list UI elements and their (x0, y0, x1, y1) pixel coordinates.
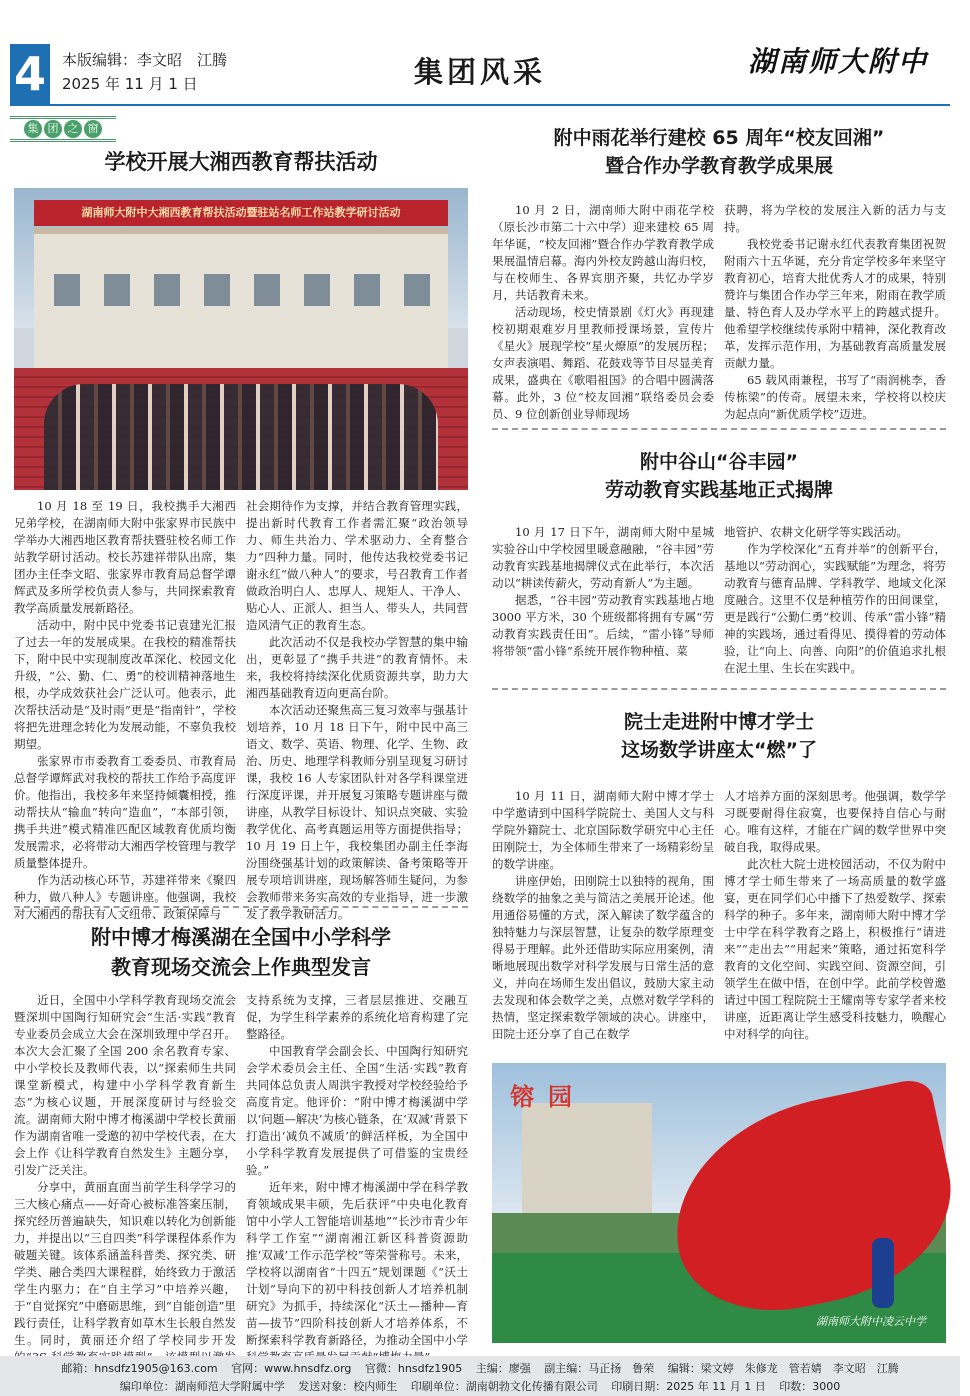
footer-publisher: 编印单位：湖南师范大学附属中学 (119, 1380, 285, 1393)
article3-col2 (724, 524, 946, 675)
photo-window (54, 274, 80, 306)
article5-col2 (246, 992, 468, 1348)
paragraph: 讲座伊始，田刚院士以独特的视角，围绕数学的抽象之美与简洁之美展开论述。他用通俗易懂的方式，深入解读了数学蕴含的独特魅力与深层智慧，让复杂的数学原理变得易于理解。此外还借助实际应用案例，清晰地展现出数学对科学发展与日常生活的意义，并向在场师生发出倡议，鼓励大家主动去发现和体会数学之美，点燃对数学学科的热情，坚定探索数学领域的决心。讲座中，田院士还分享了自己在数学 (492, 874, 714, 1041)
headline-line: 附中雨花举行建校 65 周年“校友回湘” (553, 127, 885, 149)
headline-line: 劳动教育实践基地正式揭牌 (604, 479, 833, 501)
masthead-rule (10, 104, 950, 106)
footer-audience: 发送对象：校内师生 (298, 1380, 398, 1393)
headline-line: 这场数学讲座太“燃”了 (621, 739, 817, 761)
photo-column-title: 镕园 (510, 1083, 586, 1111)
footer-chief-editor: 主编：廖强 (475, 1362, 531, 1375)
issue-date: 2025 年 11 月 1 日 (62, 75, 198, 93)
photo-window (204, 274, 230, 306)
photo-window (304, 274, 330, 306)
article5-headline (14, 922, 468, 982)
garden-photo (492, 1063, 946, 1343)
paragraph: 活动中，附中民中党委书记袁建光汇报了过去一年的发展成果。在我校的精准帮扶下，附中民中实现制度改革深化、校园文化升级，“公、勤、仁、勇”的校训精神落地生根，办学成效获社会广泛认可。他表示，此次帮扶活动是“及时雨”更是“指南针”，学校将把先进理念转化为发展动能，不辜负我校期望。 (14, 618, 236, 751)
column-badge (10, 116, 116, 142)
headline-line: 附中博才梅溪湖在全国中小学科学 (91, 925, 391, 949)
paragraph: 近年来，附中博才梅溪湖中学在科学教育领域成果丰硕，先后获评“中央电化教育馆中小学人工智能培训基地”“长沙市青少年科学工作室”“湖南湘江新区科普资源助推‘双减’工作示范学校”等荣誉称号。未来，学校将以湖南省“十四五”规划课题《“沃土计划”导向下的初中科技创新人才培养机制研究》为抓手，持续深化“沃土—播种—育苗—拔节”四阶科技创新人才培养体系，不断探索科学教育新路径，为推动全国中小学 (246, 1180, 468, 1347)
paragraph: 此次杜大院士进校园活动，不仅为附中博才学士师生带来了一场高质量的数学盛宴，更在同学们心中播下了热爱数学、探索科学的种子。多年来，湖南师大附中博才学士中学在科学教育之路上，积极推行“请进来”“走出去”“用起来”策略，通过拓宽科学教育的文化空间、实践空间、资源空间，引领学生在做中悟，在创中学。此前学校曾邀请过中国工程院院士王耀南等专家学者来校讲座，近距离让学生感受科技魅力，唤醒心中对科学的向往。 (724, 857, 946, 1041)
editor-line: 本版编辑：李文昭 江腾 (62, 51, 228, 69)
paragraph: 10 月 17 日下午，湖南师大附中星城实验谷山中学校园里暖意融融，“谷丰园”劳动教育实践基地揭牌仪式在此举行，本次活动以“耕读传薪火，劳动育新人”为主题。 (492, 525, 714, 590)
article1-col2 (246, 498, 468, 921)
article3-headline (492, 448, 946, 504)
paragraph: 人才培养方面的深刻思考。他强调，数学学习既要耐得住寂寞，也要保持自信心与耐心。唯有这样，才能在广阔的数学世界中突破自我，取得成果。 (724, 789, 946, 854)
paragraph: 张家界市市委教育工委委员、市教育局总督学谭辉武对我校的帮扶工作给予高度评价。他指出，我校多年来坚持倾囊相授，推动帮扶从“输血”转向“造血”，“本部引领，携手共进”模式精准匹配区域教育优质均衡发展需求，必将带动大湘西学校管理与教学质量整体提升。 (14, 754, 236, 870)
paragraph: 此次活动不仅是我校办学智慧的集中输出，更彰显了“携手共进”的教育情怀。未来，我校将持续深化优质资源共享，助力大湘西基础教育迈向更高台阶。 (246, 635, 468, 700)
badge-char: 团 (44, 120, 62, 138)
photo-window (154, 274, 180, 306)
badge-char: 之 (64, 120, 82, 138)
paragraph: 中国教育学会副会长、中国陶行知研究会学术委员会主任、全国“生活·实践”教育共同体总负责人周洪宇教授对学校经验给予高度肯定。他评价：“附中博才梅溪湖中学以‘问题—解决’为核心链条，在‘双减’背景下打造出‘减负不减质’的鲜活样板，为全国中小学科学教育发展提供了可借鉴的宝贵经验。” (246, 1044, 468, 1177)
badge-char: 窗 (84, 120, 102, 138)
footer-line-1 (0, 1360, 960, 1376)
paragraph: 社会期待作为支撑，并结合教育管理实践，提出新时代教育工作者需汇聚“政治领导力、师生共治力、学术驱动力、全育整合力”四种力量。同时，他传达我校党委书记谢永红“做八种人”的要求，号召教育工作者做政治明白人、忠厚人、规矩人、干净人、贴心人、正派人、担当人、带头人，共同营造风清气正的教育生态。 (246, 499, 468, 632)
footer-line-2 (0, 1378, 960, 1394)
photo-group (44, 384, 438, 490)
article4-col2 (724, 788, 946, 1050)
paragraph: 作为学校深化“五育并举”的创新平台，基地以“劳动润心，实践赋能”为理念，将劳动教育与德育品牌、学科教学、地域文化深度融合。这里不仅是种植劳作的田间课堂，更是践行“公勤仁勇”校训、传承“雷小锋”精神的实践场，通过看得见、摸得着的劳动体验，让“向上、向善、向阳”的价值追求扎根在泥土里、生长在实践中。 (724, 542, 946, 675)
paragraph: 作为活动核心环节，苏建祥带来《聚四种力，做八种人》专题讲座。他强调，我校对大湘西的帮扶有人文纽带、政策保障与 (14, 873, 236, 921)
section-title: 集团风采 (413, 55, 546, 89)
divider (492, 428, 946, 430)
footer-printer: 印刷单位：湖南朝勃文化传播有限公司 (410, 1380, 598, 1393)
footer-website[interactable]: 官网：www.hnsdfz.org (231, 1362, 352, 1375)
photo-caption: 湖南师大附中凌云中学 (816, 1315, 926, 1328)
runner-figure (872, 1238, 894, 1308)
photo-building (34, 228, 448, 368)
paragraph: 活动现场，校史情景剧《灯火》再现建校初期艰难岁月里教师授课场景，宣传片《星火》展现学校“星火燎原”的发展历程；女声表演唱、舞蹈、花鼓戏等节目尽显美育成果，盛典在《歌唱祖国》的合唱中圆满落幕。此外，3 位“校友回湘”联络委员会委员、9 位创新创业导师现场 (492, 305, 714, 421)
article3-col1 (492, 524, 714, 670)
photo-banner-text: 湖南师大附中大湘西教育帮扶活动暨驻站名师工作站教学研讨活动 (34, 200, 448, 226)
article1-headline: 学校开展大湘西教育帮扶活动 (104, 150, 378, 174)
headline-line: 教育现场交流会上作典型发言 (111, 955, 371, 979)
footer-email[interactable]: 邮箱：hnsdfz1905@163.com (61, 1362, 218, 1375)
footer-editors: 编辑：梁文婷 朱修龙 管若婧 李文昭 江腾 (667, 1362, 899, 1375)
masthead (0, 0, 960, 106)
article1-photo (14, 188, 468, 490)
footer-print-date: 印刷日期：2025 年 11 月 1 日 (611, 1380, 766, 1393)
footer-print-count: 印数：3000 (779, 1380, 841, 1393)
editor-info (62, 48, 227, 96)
article2-col2 (724, 202, 946, 421)
photo-window (354, 274, 380, 306)
article2-col1 (492, 202, 714, 421)
photo-window (404, 274, 430, 306)
paragraph: 10 月 18 至 19 日，我校携手大湘西兄弟学校，在湖南师大附中张家界市民族中学举办大湘西地区教育帮扶暨驻校名师工作站教学研讨活动。校长苏建祥带队出席，集团办主任李文昭、张家界市教育局总督学谭辉武及多所学校负责人参与，共同探索教育教学高质量发展新路径。 (14, 499, 236, 615)
footer-deputy-editor: 副主编：马正扬 鲁荣 (544, 1362, 655, 1375)
headline-line: 暨合作办学教育教学成果展 (604, 155, 833, 177)
article1-col1 (14, 498, 236, 921)
page-number: 4 (10, 44, 50, 104)
paragraph: 我校党委书记谢永红代表教育集团祝贺附雨六十五华诞，充分肯定学校多年来坚守教育初心，培育大批优秀人才的成果，特别赞许与集团合作办学三年来，附雨在教学质量、特色育人及办学水平上的跨越式提升。他希望学校继续传承附中精神，深化教育改革，发挥示范作用，为基础教育高质量发展贡献力量。 (724, 237, 946, 370)
paragraph: 10 月 2 日，湖南师大附中雨花学校（原长沙市第二十六中学）迎来建校 65 周年华诞，“校友回湘”暨合作办学教育教学成果展温情启幕。海内外校友跨越山海归校，与在校师生、各界宾朋齐聚，共忆办学岁月，共话教育未来。 (492, 203, 714, 302)
divider (492, 688, 946, 690)
paragraph: 分享中，黄丽直面当前学生科学学习的三大核心痛点——好奇心被标准答案压制，探究经历普遍缺失，知识难以转化为创新能力，并提出以“三自四类”科学课程体系作为破题关键。该体系涵盖科普类、探究类、研学类、融合类四大课程群，始终致力于激活学生内驱力；在“自主学习”中培养兴趣，于“自觉探究”中磨砺思维，到“自能创造”里践行责任，让科学教育如草木生长般自然发生。同时，黄丽还介绍了学校同步开发 (14, 1180, 236, 1347)
divider (14, 906, 468, 908)
paragraph: 支持系统为支撑，三者层层推进、交融互促，为学生科学素养的系统化培育构建了完整路径。 (246, 993, 468, 1041)
article2-headline (492, 124, 946, 180)
paragraph: 10 月 11 日，湖南师大附中博才学士中学邀请到中国科学院院士、美国人文与科学院外籍院士、北京国际数学研究中心主任田刚院士，为全体师生带来了一场精彩纷呈的数学讲座。 (492, 789, 714, 871)
paragraph: 65 载风雨兼程，书写了“雨润桃李，香传栋梁”的传奇。展望未来，学校将以校庆为起点向“新优质学校”迈进。 (724, 373, 946, 421)
paragraph: 获聘，将为学校的发展注入新的活力与支持。 (724, 203, 946, 234)
photo-window (104, 274, 130, 306)
paragraph: 近日，全国中小学科学教育现场交流会暨深圳中国陶行知研究会“生活·实践”教育专业委员会成立大会在深圳致理中学召开。本次大会汇聚了全国 200 余名教育专家、中小学校长及教师代表，以“探索师生共同课堂新模式，构建中小学科学教育新生态”为核心议题，开展深度研讨与经验交流。湖南师大附中博才梅溪湖中学校长黄丽作为湖南省唯一受邀的初中学校代表，在大会上作《让科学教育自然发生》主题分享，引发广泛关注。 (14, 993, 236, 1177)
footer (0, 1356, 960, 1396)
article4-col1 (492, 788, 714, 1050)
badge-char: 集 (24, 120, 42, 138)
paragraph: 本次活动还聚焦高三复习效率与强基计划培养，10 月 18 日下午，附中民中高三语文、数学、英语、物理、化学、生物、政治、历史、地理学科教师分别呈现复习研讨课，我校 16 人专家团队针对各学科课堂进行深度评课，并开展复习策略专题讲座与微讲座，从教学目标设计、知识点突破、实验教学优化、高考真题运用等方面提供指导；10 月 19 日上午，我校集团办副主任李海汾围绕强基计划的政策解读、备考策略等开展专项培训讲座，现场解答师生疑问，为参会教师带来务实高效的专业指导，进一步激发了教学教研活力。 (246, 703, 468, 921)
photo-window (254, 274, 280, 306)
headline-line: 院士走进附中博才学士 (623, 711, 814, 733)
paragraph: 地管护、农耕文化研学等实践活动。 (724, 525, 908, 539)
headline-line: 附中谷山“谷丰园” (640, 451, 798, 473)
footer-wechat: 官微：hnsdfz1905 (364, 1362, 463, 1375)
paragraph: 据悉，“谷丰园”劳动教育实践基地占地 3000 平方米，30 个班级都将拥有专属“劳动教育实践责任田”。后续，“雷小锋”导师将带领“雷小锋”系统开展作物种植、菜 (492, 593, 714, 658)
article5-col1 (14, 992, 236, 1348)
article4-headline (492, 708, 946, 764)
paper-logo: 湖南师大附中 (748, 45, 929, 78)
